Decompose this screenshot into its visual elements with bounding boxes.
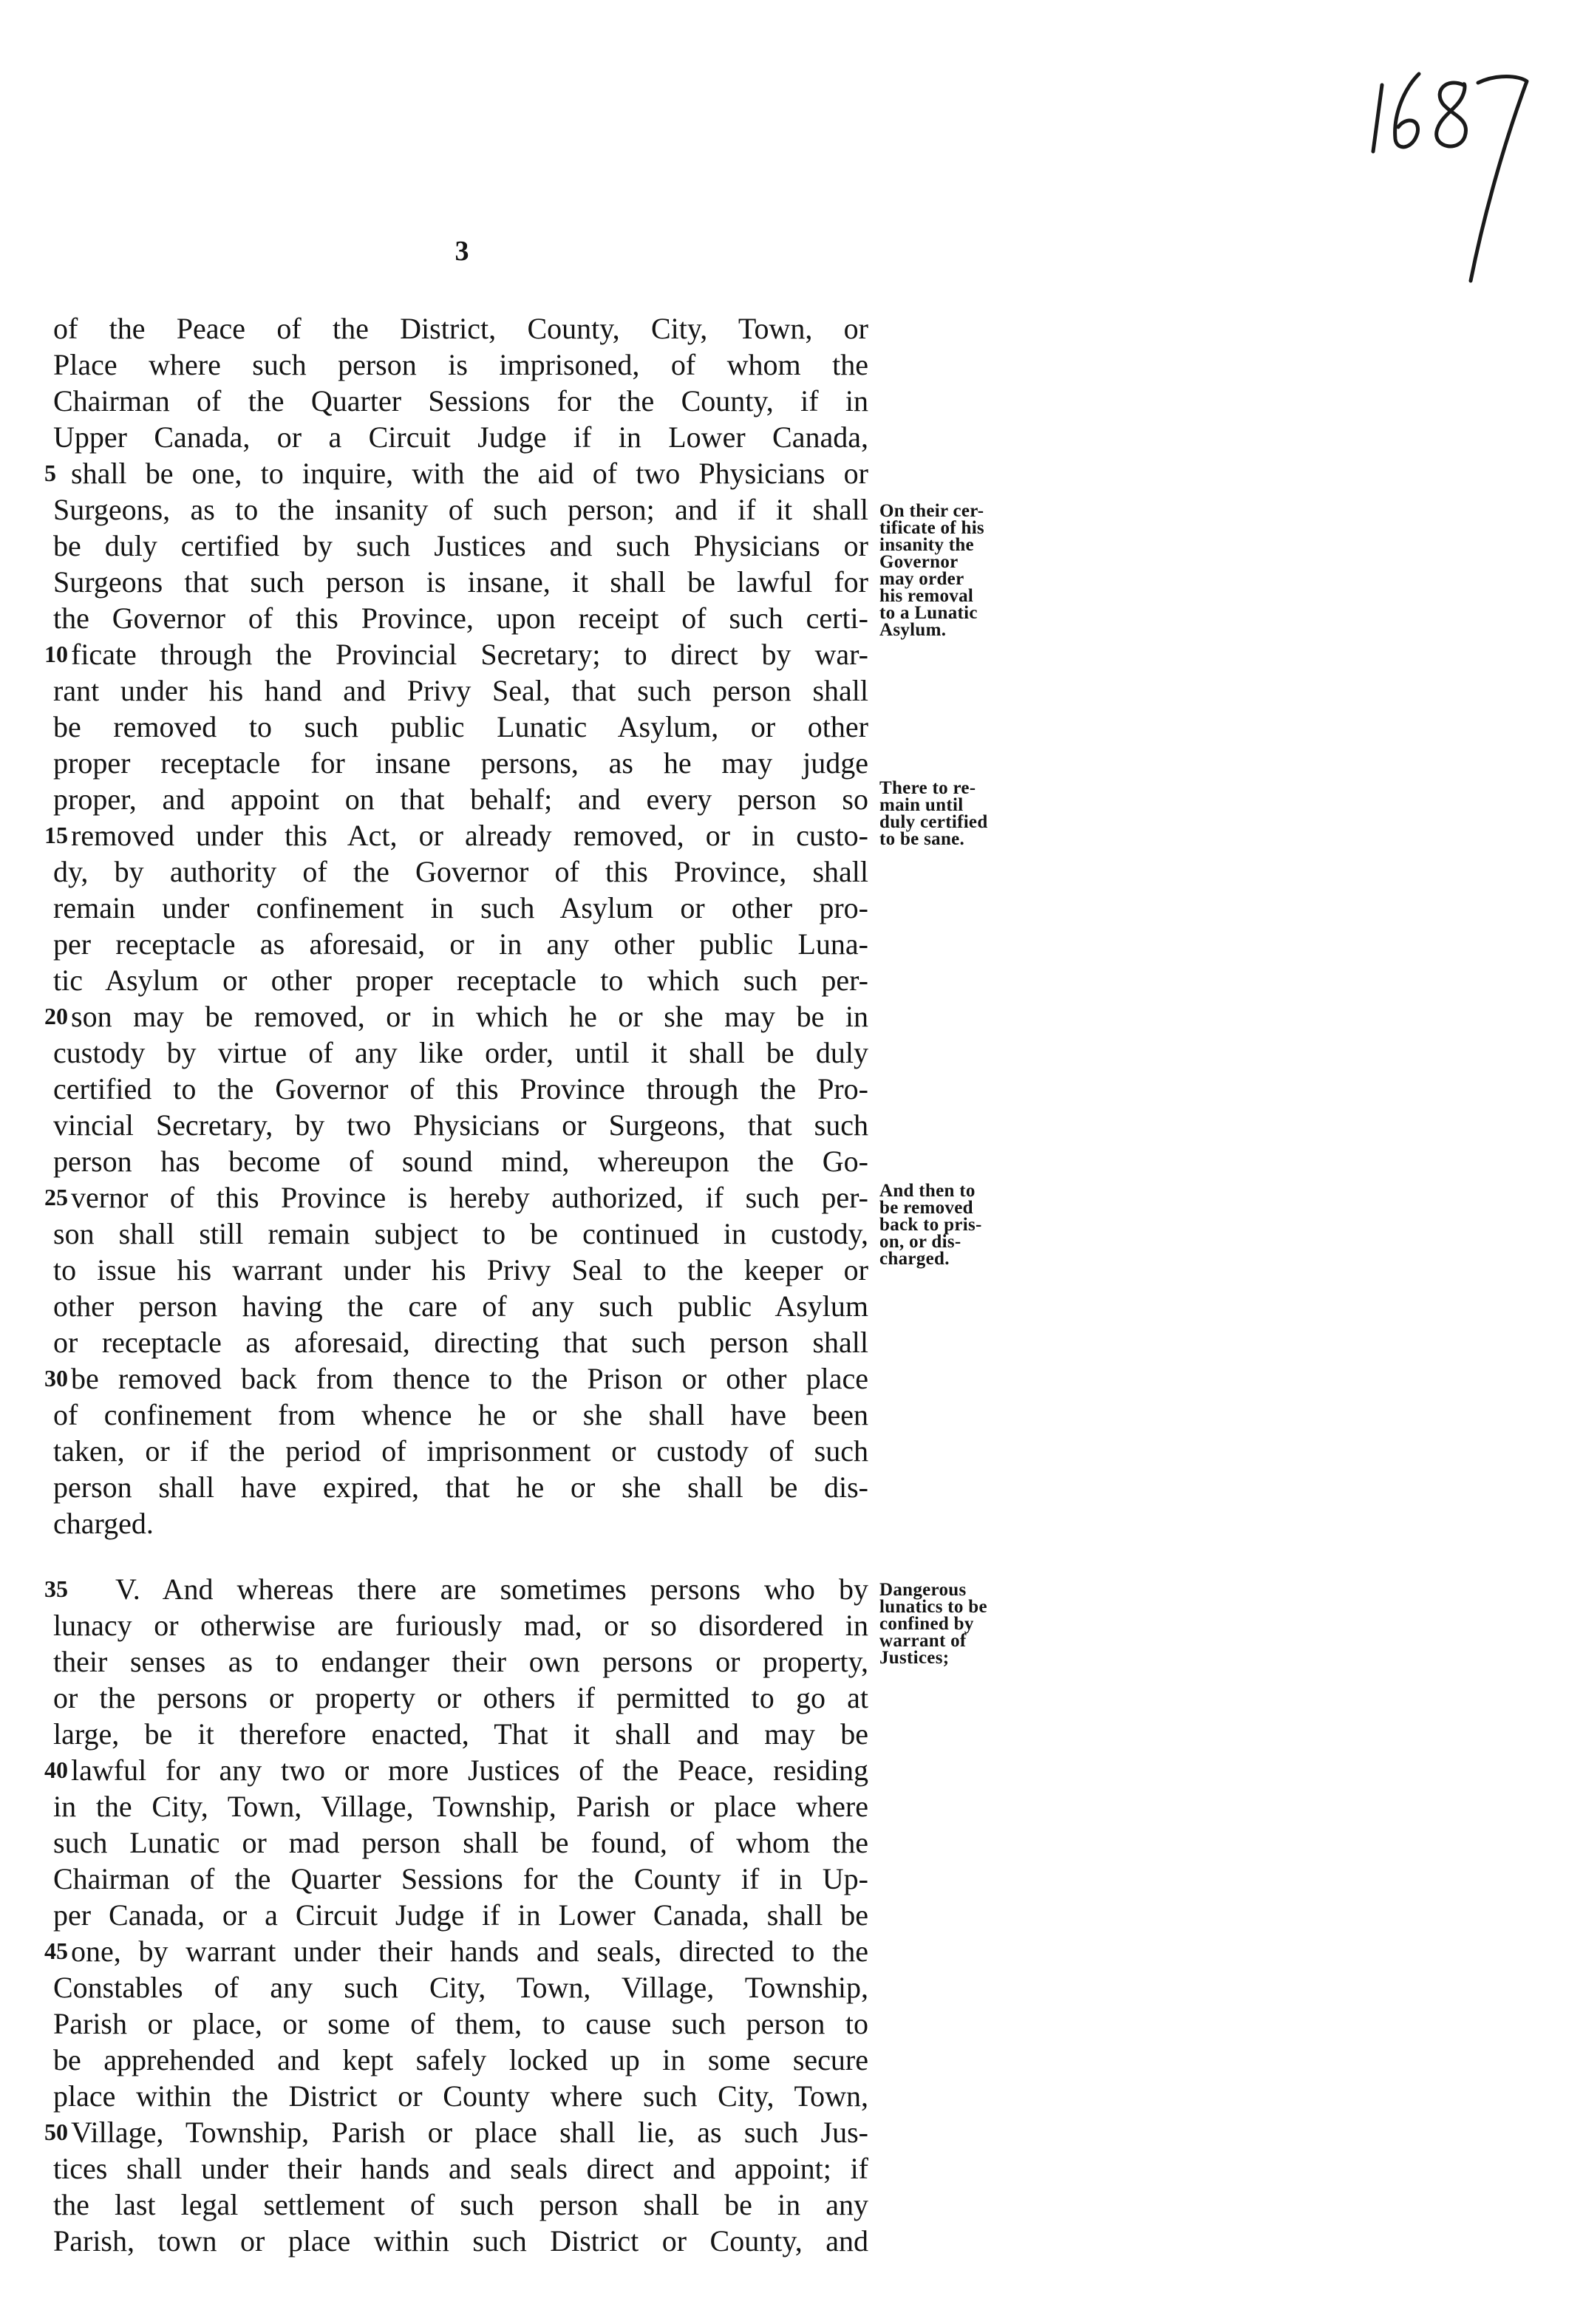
text-line [0, 1397, 887, 1433]
folio-handwriting [1360, 44, 1537, 288]
margin-note-line: duly certified [879, 812, 988, 832]
text-line [0, 1643, 887, 1680]
line-text: of the Peace of the District, County, City, Town, or [53, 312, 868, 345]
line-text: Surgeons that such person is insane, it shall be lawful for [53, 565, 868, 599]
line-text: to issue his warrant under his Privy Seal to the keeper or [53, 1253, 868, 1287]
text-line [0, 2006, 887, 2042]
margin-note-line: to be sane. [879, 829, 965, 849]
page-number: 3 [455, 236, 469, 267]
text-line [0, 1143, 887, 1179]
text-line [0, 1505, 887, 1541]
margin-note-line: to a Lunatic [879, 603, 978, 623]
handwritten-folio-number [1360, 44, 1537, 288]
line-text: lunacy or otherwise are furiously mad, or so disordered in [53, 1609, 868, 1642]
line-text: the Governor of this Province, upon receipt of such certi- [53, 602, 868, 635]
text-line [0, 455, 887, 491]
text-line [0, 600, 887, 636]
margin-note-line: charged. [879, 1249, 950, 1269]
margin-note [879, 1581, 1064, 1666]
line-number: 50 [44, 2119, 68, 2145]
text-line [0, 926, 887, 962]
line-number: 15 [44, 822, 68, 848]
text-line [0, 347, 887, 383]
line-text: their senses as to endanger their own persons or property, [53, 1645, 868, 1678]
text-line [0, 1324, 887, 1360]
margin-note-line: And then to [879, 1181, 976, 1201]
line-text: Constables of any such City, Town, Village, Township, [53, 1971, 868, 2004]
text-line [0, 781, 887, 817]
text-line [0, 1035, 887, 1071]
line-text: V. And whereas there are sometimes persons who by [115, 1572, 868, 1606]
line-text: Upper Canada, or a Circuit Judge if in Lower Canada, [53, 420, 868, 454]
line-text: son shall still remain subject to be continued in custody, [53, 1217, 868, 1250]
margin-note-line: lunatics to be [879, 1597, 987, 1617]
line-text: Parish or place, or some of them, to cause such person to [53, 2007, 868, 2040]
text-line [0, 1216, 887, 1252]
line-text: removed under this Act, or already removed, or in custo- [71, 819, 868, 852]
line-text: of confinement from whence he or she shall have been [53, 1398, 868, 1431]
margin-note-line: tificate of his [879, 518, 984, 538]
text-line [0, 1607, 887, 1643]
margin-note-line: main until [879, 795, 964, 815]
line-text: dy, by authority of the Governor of this Province, shall [53, 855, 868, 888]
text-line [0, 1969, 887, 2006]
line-text: one, by warrant under their hands and seals, directed to the [71, 1935, 868, 1968]
text-line [0, 1680, 887, 1716]
text-line [0, 1788, 887, 1824]
line-text: custody by virtue of any like order, until it shall be duly [53, 1036, 868, 1069]
text-line [0, 1071, 887, 1107]
text-line [0, 2187, 887, 2223]
text-line [0, 2150, 887, 2187]
line-text: in the City, Town, Village, Township, Parish or place where [53, 1790, 868, 1823]
line-text: tices shall under their hands and seals direct and appoint; if [53, 2152, 868, 2185]
line-text: person shall have expired, that he or she shall be dis- [53, 1471, 868, 1504]
text-line [0, 1288, 887, 1324]
margin-note [879, 1182, 1064, 1267]
text-line [0, 962, 887, 998]
text-line [0, 1469, 887, 1505]
text-line [0, 636, 887, 672]
text-line [0, 672, 887, 709]
line-text: taken, or if the period of imprisonment or custody of such [53, 1434, 868, 1468]
line-text: proper receptacle for insane persons, as he may judge [53, 746, 868, 780]
margin-note [879, 502, 1064, 638]
line-text: or receptacle as aforesaid, directing that such person shall [53, 1326, 868, 1359]
text-line [0, 1360, 887, 1397]
text-line [0, 1107, 887, 1143]
line-text: charged. [53, 1507, 154, 1540]
text-line [0, 2042, 887, 2078]
line-text: the last legal settlement of such person shall be in any [53, 2188, 868, 2221]
text-line [0, 528, 887, 564]
line-text: Chairman of the Quarter Sessions for the County, if in [53, 384, 868, 418]
text-line [0, 310, 887, 347]
line-text: be removed to such public Lunatic Asylum, or other [53, 710, 868, 743]
line-text: lawful for any two or more Justices of the Peace, residing [71, 1754, 868, 1787]
line-number: 35 [44, 1575, 68, 1602]
line-text: Chairman of the Quarter Sessions for the County if in Up- [53, 1862, 868, 1895]
line-text: or the persons or property or others if permitted to go at [53, 1681, 868, 1714]
line-number: 30 [44, 1365, 68, 1391]
line-text: tic Asylum or other proper receptacle to which such per- [53, 964, 868, 997]
line-text: Place where such person is imprisoned, of whom the [53, 348, 868, 381]
margin-note-line: warrant of [879, 1631, 967, 1651]
line-number: 20 [44, 1003, 68, 1029]
text-line [0, 1897, 887, 1933]
line-text: be removed back from thence to the Prison or other place [71, 1362, 868, 1395]
line-text: shall be one, to inquire, with the aid of two Physicians or [71, 457, 868, 490]
line-text: be apprehended and kept safely locked up in some secure [53, 2043, 868, 2076]
text-line [0, 998, 887, 1035]
line-text: proper, and appoint on that behalf; and every person so [53, 783, 868, 816]
line-text: rant under his hand and Privy Seal, that such person shall [53, 674, 868, 707]
margin-note-line: Justices; [879, 1648, 950, 1668]
margin-note-line: confined by [879, 1614, 974, 1634]
line-text: Parish, town or place within such District or County, and [53, 2224, 868, 2257]
line-text: per Canada, or a Circuit Judge if in Lower Canada, shall be [53, 1898, 868, 1932]
text-line [0, 853, 887, 890]
margin-note-line: Dangerous [879, 1580, 967, 1600]
line-text: such Lunatic or mad person shall be found, of whom the [53, 1826, 868, 1859]
text-line [0, 383, 887, 419]
text-line [0, 745, 887, 781]
line-number: 40 [44, 1756, 68, 1783]
line-text: vincial Secretary, by two Physicians or Surgeons, that such [53, 1108, 868, 1142]
line-text: person has become of sound mind, whereupon the Go- [53, 1145, 868, 1178]
line-text: be duly certified by such Justices and such Physicians or [53, 529, 868, 562]
line-text: ficate through the Provincial Secretary; to direct by war- [71, 638, 868, 671]
line-text: vernor of this Province is hereby authorized, if such per- [71, 1181, 868, 1214]
text-line [0, 2223, 887, 2259]
margin-note-line: There to re- [879, 778, 976, 798]
line-number: 25 [44, 1184, 68, 1210]
margin-note-line: may order [879, 569, 964, 589]
text-line [0, 817, 887, 853]
line-text: large, be it therefore enacted, That it shall and may be [53, 1717, 868, 1751]
line-text: Village, Township, Parish or place shall lie, as such Jus- [71, 2116, 868, 2149]
margin-note-line: back to pris- [879, 1215, 982, 1235]
text-line [0, 491, 887, 528]
text-line [0, 2078, 887, 2114]
text-line [0, 1824, 887, 1861]
margin-note [879, 780, 1064, 848]
line-text: son may be removed, or in which he or she may be in [71, 1000, 868, 1033]
line-text: remain under confinement in such Asylum or other pro- [53, 891, 868, 924]
text-line [0, 709, 887, 745]
margin-note-line: Governor [879, 552, 959, 572]
text-line [0, 890, 887, 926]
margin-note-line: Asylum. [879, 620, 947, 640]
line-text: other person having the care of any such public Asylum [53, 1289, 868, 1323]
line-text: place within the District or County where such City, Town, [53, 2079, 868, 2113]
line-text: per receptacle as aforesaid, or in any other public Luna- [53, 927, 868, 961]
text-line [0, 2114, 887, 2150]
text-line [0, 1861, 887, 1897]
text-line [0, 1252, 887, 1288]
line-text: Surgeons, as to the insanity of such person; and if it shall [53, 493, 868, 526]
text-line [0, 419, 887, 455]
line-number: 5 [44, 460, 56, 486]
text-line [0, 1752, 887, 1788]
line-number: 10 [44, 641, 68, 667]
line-number: 45 [44, 1938, 68, 1964]
margin-note-line: On their cer- [879, 501, 984, 521]
text-line [0, 1933, 887, 1969]
text-line [0, 1571, 887, 1607]
text-line [0, 564, 887, 600]
text-line [0, 1716, 887, 1752]
margin-note-line: be removed [879, 1198, 973, 1218]
line-text: certified to the Governor of this Province through the Pro- [53, 1072, 868, 1105]
text-line [0, 1179, 887, 1216]
text-line [0, 1433, 887, 1469]
margin-note-line: on, or dis- [879, 1232, 961, 1252]
margin-note-line: insanity the [879, 535, 974, 555]
margin-note-line: his removal [879, 586, 974, 606]
